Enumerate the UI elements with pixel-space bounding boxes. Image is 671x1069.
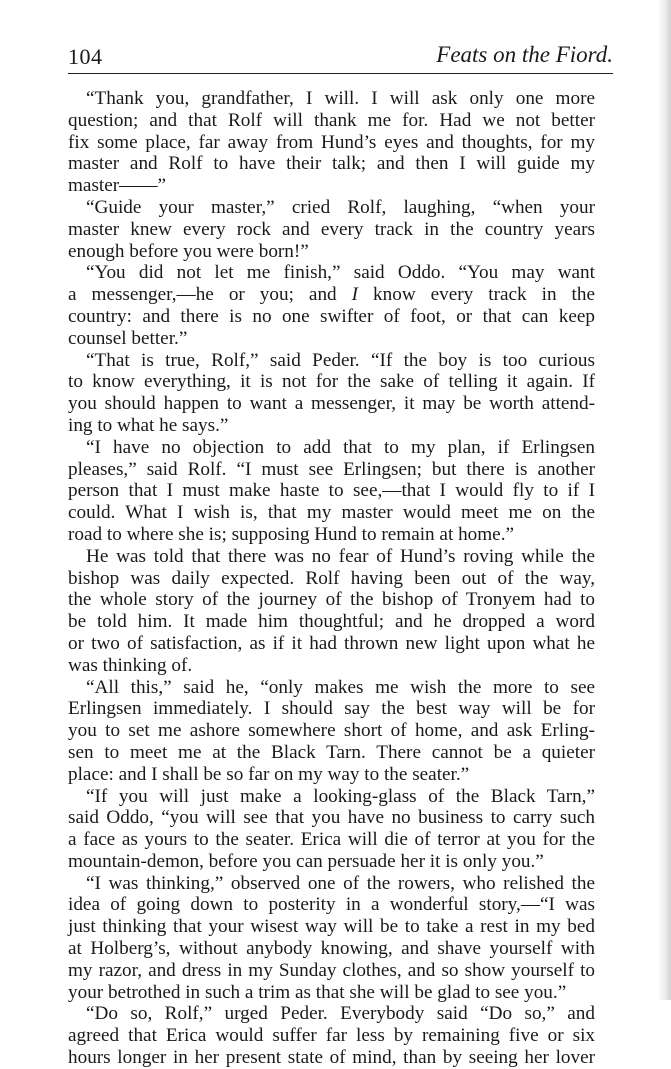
text-line: ing to what he says.”	[68, 414, 229, 436]
text-line: my razor, and dress in my Sunday clothes, and so show yourself to	[68, 959, 595, 981]
text-line: “All this,” said he, “only makes me wish the more to see	[86, 676, 595, 698]
paragraph	[68, 437, 595, 546]
paragraph	[68, 350, 595, 437]
text-line: your betrothed in such a trim as that she will be glad to see you.”	[68, 981, 567, 1003]
text-line: “That is true, Rolf,” said Peder. “If the boy is too curious	[86, 349, 595, 371]
text-line: just thinking that your wisest way will be to take a rest in my bed	[68, 916, 595, 938]
text-line: “I have no objection to add that to my plan, if Erlingsen	[86, 436, 595, 458]
running-title: Feats on the Fiord.	[436, 42, 613, 67]
paragraph	[68, 197, 595, 262]
paragraph	[68, 262, 595, 349]
text-line: “If you will just make a looking-glass of the Black Tarn,”	[86, 785, 595, 807]
text-line: “You did not let me finish,” said Oddo. “You may want	[86, 262, 595, 284]
text-line: you should happen to want a messenger, it may be worth attend-	[68, 393, 595, 415]
page-header	[68, 38, 613, 74]
text-line: a face as yours to the seater. Erica will die of terror at you for the	[68, 829, 595, 851]
text-line: enough before you were born!”	[68, 240, 309, 262]
text-line: counsel better.”	[68, 327, 188, 349]
text-line: said Oddo, “you will see that you have no business to carry such	[68, 807, 595, 829]
text-line: road to where she is; supposing Hund to remain at home.”	[68, 523, 515, 545]
paragraph	[68, 677, 595, 786]
text-line: person that I must make haste to see,—that I would fly to if I	[68, 480, 595, 502]
paragraph	[68, 88, 595, 197]
paragraph	[68, 786, 595, 873]
text-line: be told him. It made him thoughtful; and he dropped a word	[68, 611, 595, 633]
page-number: 104	[68, 44, 103, 69]
paragraph	[68, 546, 595, 677]
text-line: idea of going down to posterity in a wonderful story,—“I was	[68, 894, 595, 916]
paragraph	[68, 873, 595, 1004]
text-line: He was told that there was no fear of Hund’s roving while the	[86, 545, 595, 567]
text-line: question; and that Rolf will thank me for. Had we not better	[68, 109, 595, 131]
text-line: pleases,” said Rolf. “I must see Erlingsen; but there is another	[68, 458, 595, 480]
text-line: or two of satisfaction, as if it had thrown new light upon what he	[68, 632, 595, 654]
text-line: “I was thinking,” observed one of the rowers, who relished the	[86, 872, 595, 894]
text-line: fix some place, far away from Hund’s eyes and thoughts, for my	[68, 131, 595, 153]
text-line: was thinking of.	[68, 654, 193, 676]
text-line: master knew every rock and every track in the country years	[68, 218, 595, 240]
page-gutter-shadow	[657, 0, 671, 1000]
header-rule	[68, 73, 613, 74]
text-line: country: and there is no one swifter of foot, or that can keep	[68, 305, 595, 327]
text-line: bishop was daily expected. Rolf having been out of the way,	[68, 567, 595, 589]
text-line: Erlingsen immediately. I should say the best way will be for	[68, 698, 595, 720]
text-line: master——”	[68, 175, 167, 197]
text-line: a messenger,—he or you; and I know every track in the	[68, 284, 595, 306]
text-line: agreed that Erica would suffer far less by remaining five or six	[68, 1025, 595, 1047]
text-line: hours longer in her present state of mind, than by seeing her lover	[68, 1047, 595, 1069]
text-line: could. What I wish is, that my master would meet me on the	[68, 502, 595, 524]
text-line: at Holberg’s, without anybody knowing, and shave yourself with	[68, 938, 595, 960]
text-line: sen to meet me at the Black Tarn. There cannot be a quieter	[68, 741, 595, 763]
text-line: master and Rolf to have their talk; and then I will guide my	[68, 153, 595, 175]
text-line: “Guide your master,” cried Rolf, laughing, “when your	[86, 196, 595, 218]
text-line: the whole story of the journey of the bishop of Tronyem had to	[68, 589, 595, 611]
body-text	[68, 88, 595, 1069]
text-line: to know everything, it is not for the sake of telling it again. If	[68, 371, 595, 393]
text-line: mountain-demon, before you can persuade her it is only you.”	[68, 850, 544, 872]
text-line: place: and I shall be so far on my way to the seater.”	[68, 763, 470, 785]
text-line: you to set me ashore somewhere short of home, and ask Erling-	[68, 720, 595, 742]
text-line: “Thank you, grandfather, I will. I will ask only one more	[86, 88, 595, 109]
paragraph	[68, 1003, 595, 1068]
text-line: “Do so, Rolf,” urged Peder. Everybody said “Do so,” and	[86, 1003, 595, 1025]
